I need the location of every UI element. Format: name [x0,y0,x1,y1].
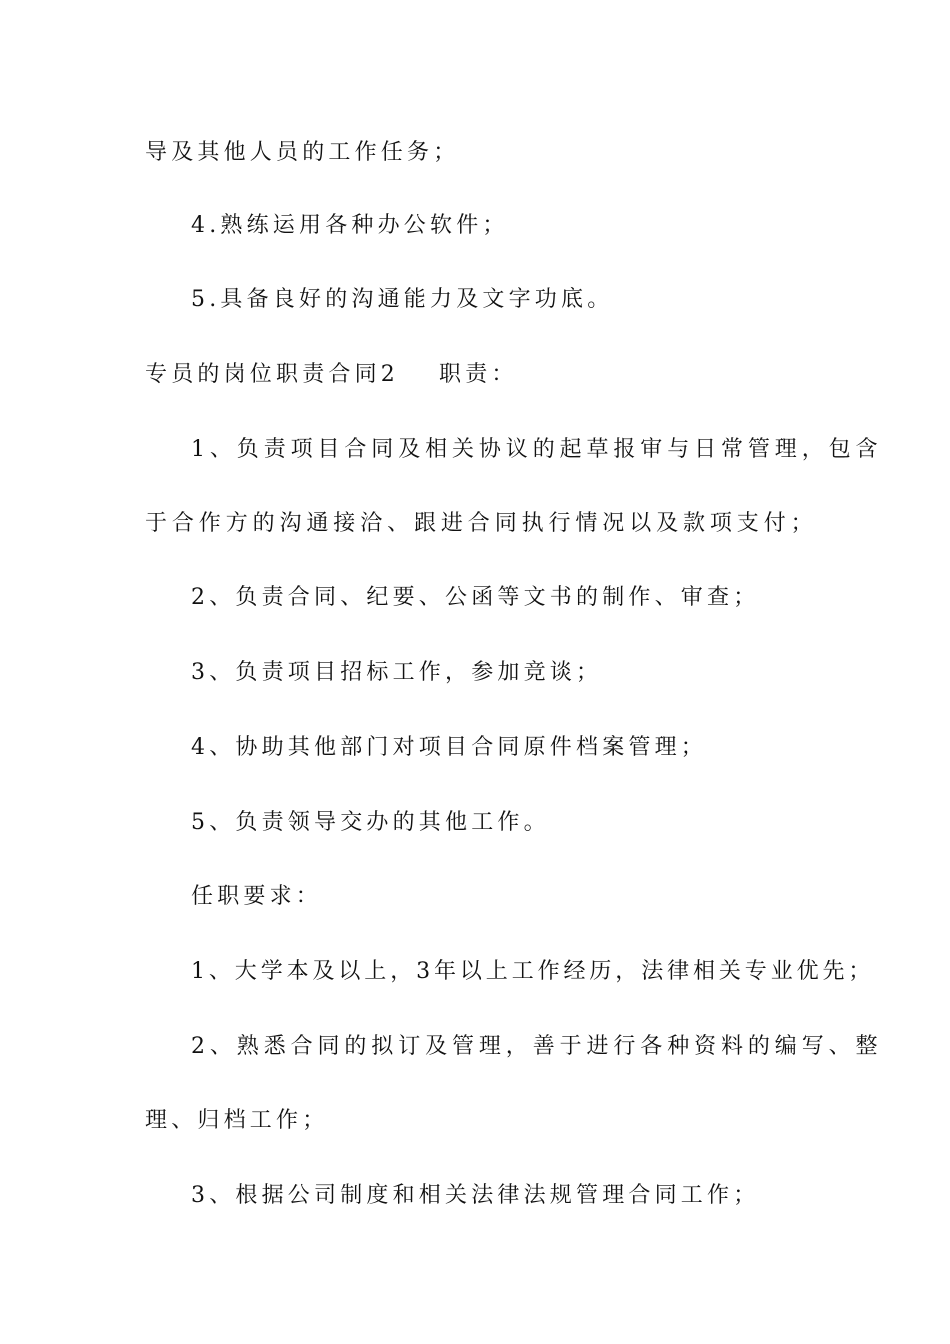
section-heading [145,360,518,390]
text-line: 2、负责合同、纪要、公函等文书的制作、审查； [191,585,760,610]
text-line-justified [191,435,883,465]
text-line: 2、熟悉合同的拟订及管理，善于进行各种资料的编写、整 [191,1034,883,1059]
text-line: 理、归档工作； [145,1108,329,1133]
text-line: 任职要求： [191,884,323,909]
text-line: 导及其他人员的工作任务； [145,140,460,165]
justified-text: 1、负责项目合同及相关协议的起草报审与日常管理，包含 [191,437,883,462]
section-heading-title: 专员的岗位职责合同2 [145,362,399,387]
text-line: 3、根据公司制度和相关法律法规管理合同工作； [191,1183,760,1208]
text-line: 3、负责项目招标工作，参加竞谈； [191,660,603,685]
text-line: 5.具备良好的沟通能力及文字功底。 [191,287,614,312]
text-line: 1、大学本及以上，3年以上工作经历，法律相关专业优先； [191,959,875,984]
text-line: 于合作方的沟通接洽、跟进合同执行情况以及款项支付； [145,511,818,536]
text-line: 5、负责领导交办的其他工作。 [191,810,550,835]
text-line: 4、协助其他部门对项目合同原件档案管理； [191,735,707,760]
section-heading-label: 职责： [439,362,518,387]
text-line: 4.熟练运用各种办公软件； [191,213,509,238]
